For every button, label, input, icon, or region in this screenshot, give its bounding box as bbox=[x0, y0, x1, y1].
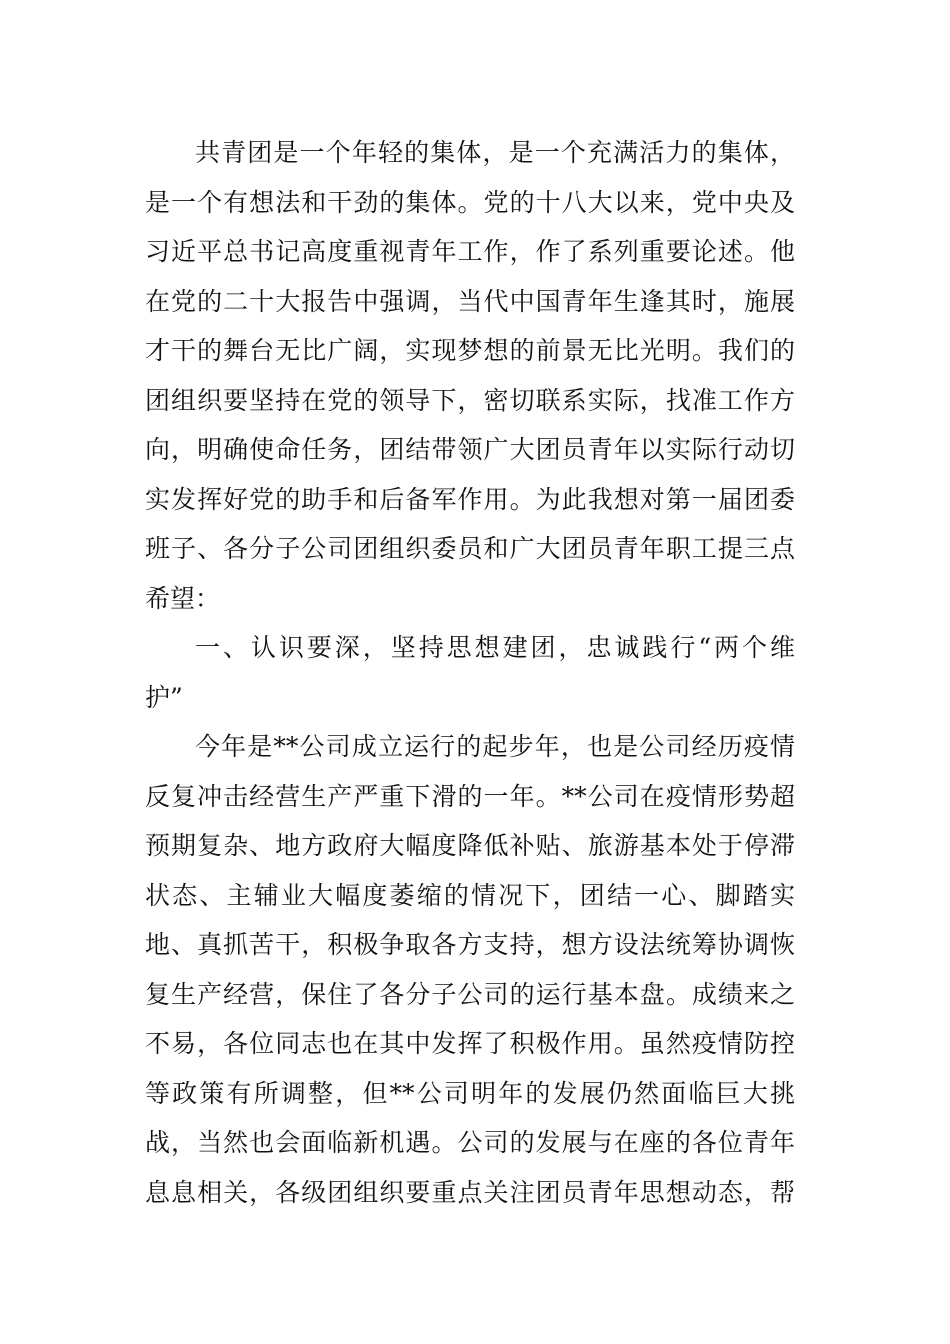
paragraph-line: 希望： bbox=[145, 583, 221, 613]
paragraph-line: 状态、主辅业大幅度萎缩的情况下，团结一心、脚踏实 bbox=[145, 880, 795, 910]
paragraph-line: 向，明确使命任务，团结带领广大团员青年以实际行动切 bbox=[145, 435, 795, 464]
paragraph-line: 才干的舞台无比广阔，实现梦想的前景无比光明。我们的 bbox=[145, 336, 795, 365]
paragraph-line: 今年是**公司成立运行的起步年，也是公司经历疫情 bbox=[195, 732, 795, 761]
paragraph-line: 等政策有所调整，但**公司明年的发展仍然面临巨大挑 bbox=[145, 1078, 795, 1108]
paragraph-line: 实发挥好党的助手和后备军作用。为此我想对第一届团委 bbox=[145, 484, 795, 514]
paragraph-line: 反复冲击经营生产严重下滑的一年。**公司在疫情形势超 bbox=[145, 781, 795, 811]
paragraph-line: 在党的二十大报告中强调，当代中国青年生逢其时，施展 bbox=[145, 286, 795, 316]
document-body bbox=[145, 128, 795, 1217]
paragraph-line: 不易，各位同志也在其中发挥了积极作用。虽然疫情防控 bbox=[145, 1029, 795, 1058]
paragraph-line: 战，当然也会面临新机遇。公司的发展与在座的各位青年 bbox=[145, 1128, 795, 1157]
paragraph-line: 预期复杂、地方政府大幅度降低补贴、旅游基本处于停滞 bbox=[145, 831, 795, 860]
paragraph-line: 复生产经营，保住了各分子公司的运行基本盘。成绩来之 bbox=[145, 979, 795, 1009]
paragraph-line: 共青团是一个年轻的集体，是一个充满活力的集体， bbox=[195, 138, 795, 167]
paragraph-line: 地、真抓苦干，积极争取各方支持，想方设法统筹协调恢 bbox=[145, 930, 795, 959]
paragraph-line: 息息相关，各级团组织要重点关注团员青年思想动态，帮 bbox=[145, 1177, 795, 1207]
section-heading-line: 一、认识要深，坚持思想建团，忠诚践行“两个维 bbox=[195, 633, 795, 662]
paragraph-line: 团组织要坚持在党的领导下，密切联系实际，找准工作方 bbox=[145, 385, 795, 415]
paragraph-line: 班子、各分子公司团组织委员和广大团员青年职工提三点 bbox=[145, 534, 795, 563]
paragraph-line: 是一个有想法和干劲的集体。党的十八大以来，党中央及 bbox=[145, 187, 795, 217]
section-heading-line: 护” bbox=[145, 682, 183, 712]
paragraph-line: 习近平总书记高度重视青年工作，作了系列重要论述。他 bbox=[145, 237, 795, 266]
